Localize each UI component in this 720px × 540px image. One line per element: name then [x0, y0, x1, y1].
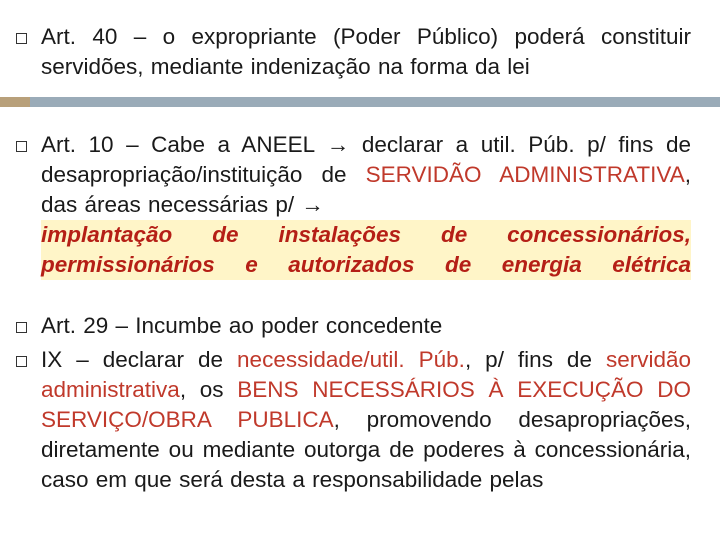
arrow-right-icon: → [301, 192, 324, 217]
ix-fins: , p/ fins de [464, 347, 606, 372]
square-bullet-icon [16, 356, 27, 367]
ix-intro: IX – declarar de [41, 347, 238, 372]
art10-areas: , das áreas necessárias p/ [41, 162, 691, 217]
arrow-right-icon: → [326, 132, 350, 157]
bens-necessarios-label: BENS NECESSÁRIOS À EXECUÇÃO DO SERVIÇO/OBRA PUBLICA [41, 377, 691, 432]
servidao-administrativa-label: SERVIDÃO ADMINISTRATIVA [365, 162, 685, 187]
servidao-label: servidão administrativa [41, 347, 691, 402]
highlight-permissionarios: permissionários e autorizados de energia elétrica [41, 250, 691, 280]
necessidade-label: necessidade/util. Púb. [237, 347, 465, 372]
square-bullet-icon [16, 141, 27, 152]
art10-intro: Art. 10 – Cabe a ANEEL [41, 132, 327, 157]
square-bullet-icon [16, 322, 27, 333]
bullet-text-art10 [41, 130, 691, 280]
bullet-text-ix [41, 345, 691, 495]
square-bullet-icon [16, 33, 27, 44]
bullet-text-art29: Art. 29 – Incumbe ao poder concedente [41, 313, 443, 338]
bullet-text-art40: Art. 40 – o expropriante (Poder Público) poderá constituir servidões, mediante indenização na forma da lei [41, 24, 691, 79]
art10-middle: declarar a util. Púb. p/ fins de desapropriação/instituição de [41, 132, 692, 187]
ix-os: , os [179, 377, 238, 402]
highlight-implantacao: implantação de instalações de concessionários, [41, 220, 691, 250]
ix-rest: , promovendo desapropriações, diretamente ou mediante outorga de poderes à concessionária, caso em que será desta a responsabilidade pelas [41, 407, 691, 492]
